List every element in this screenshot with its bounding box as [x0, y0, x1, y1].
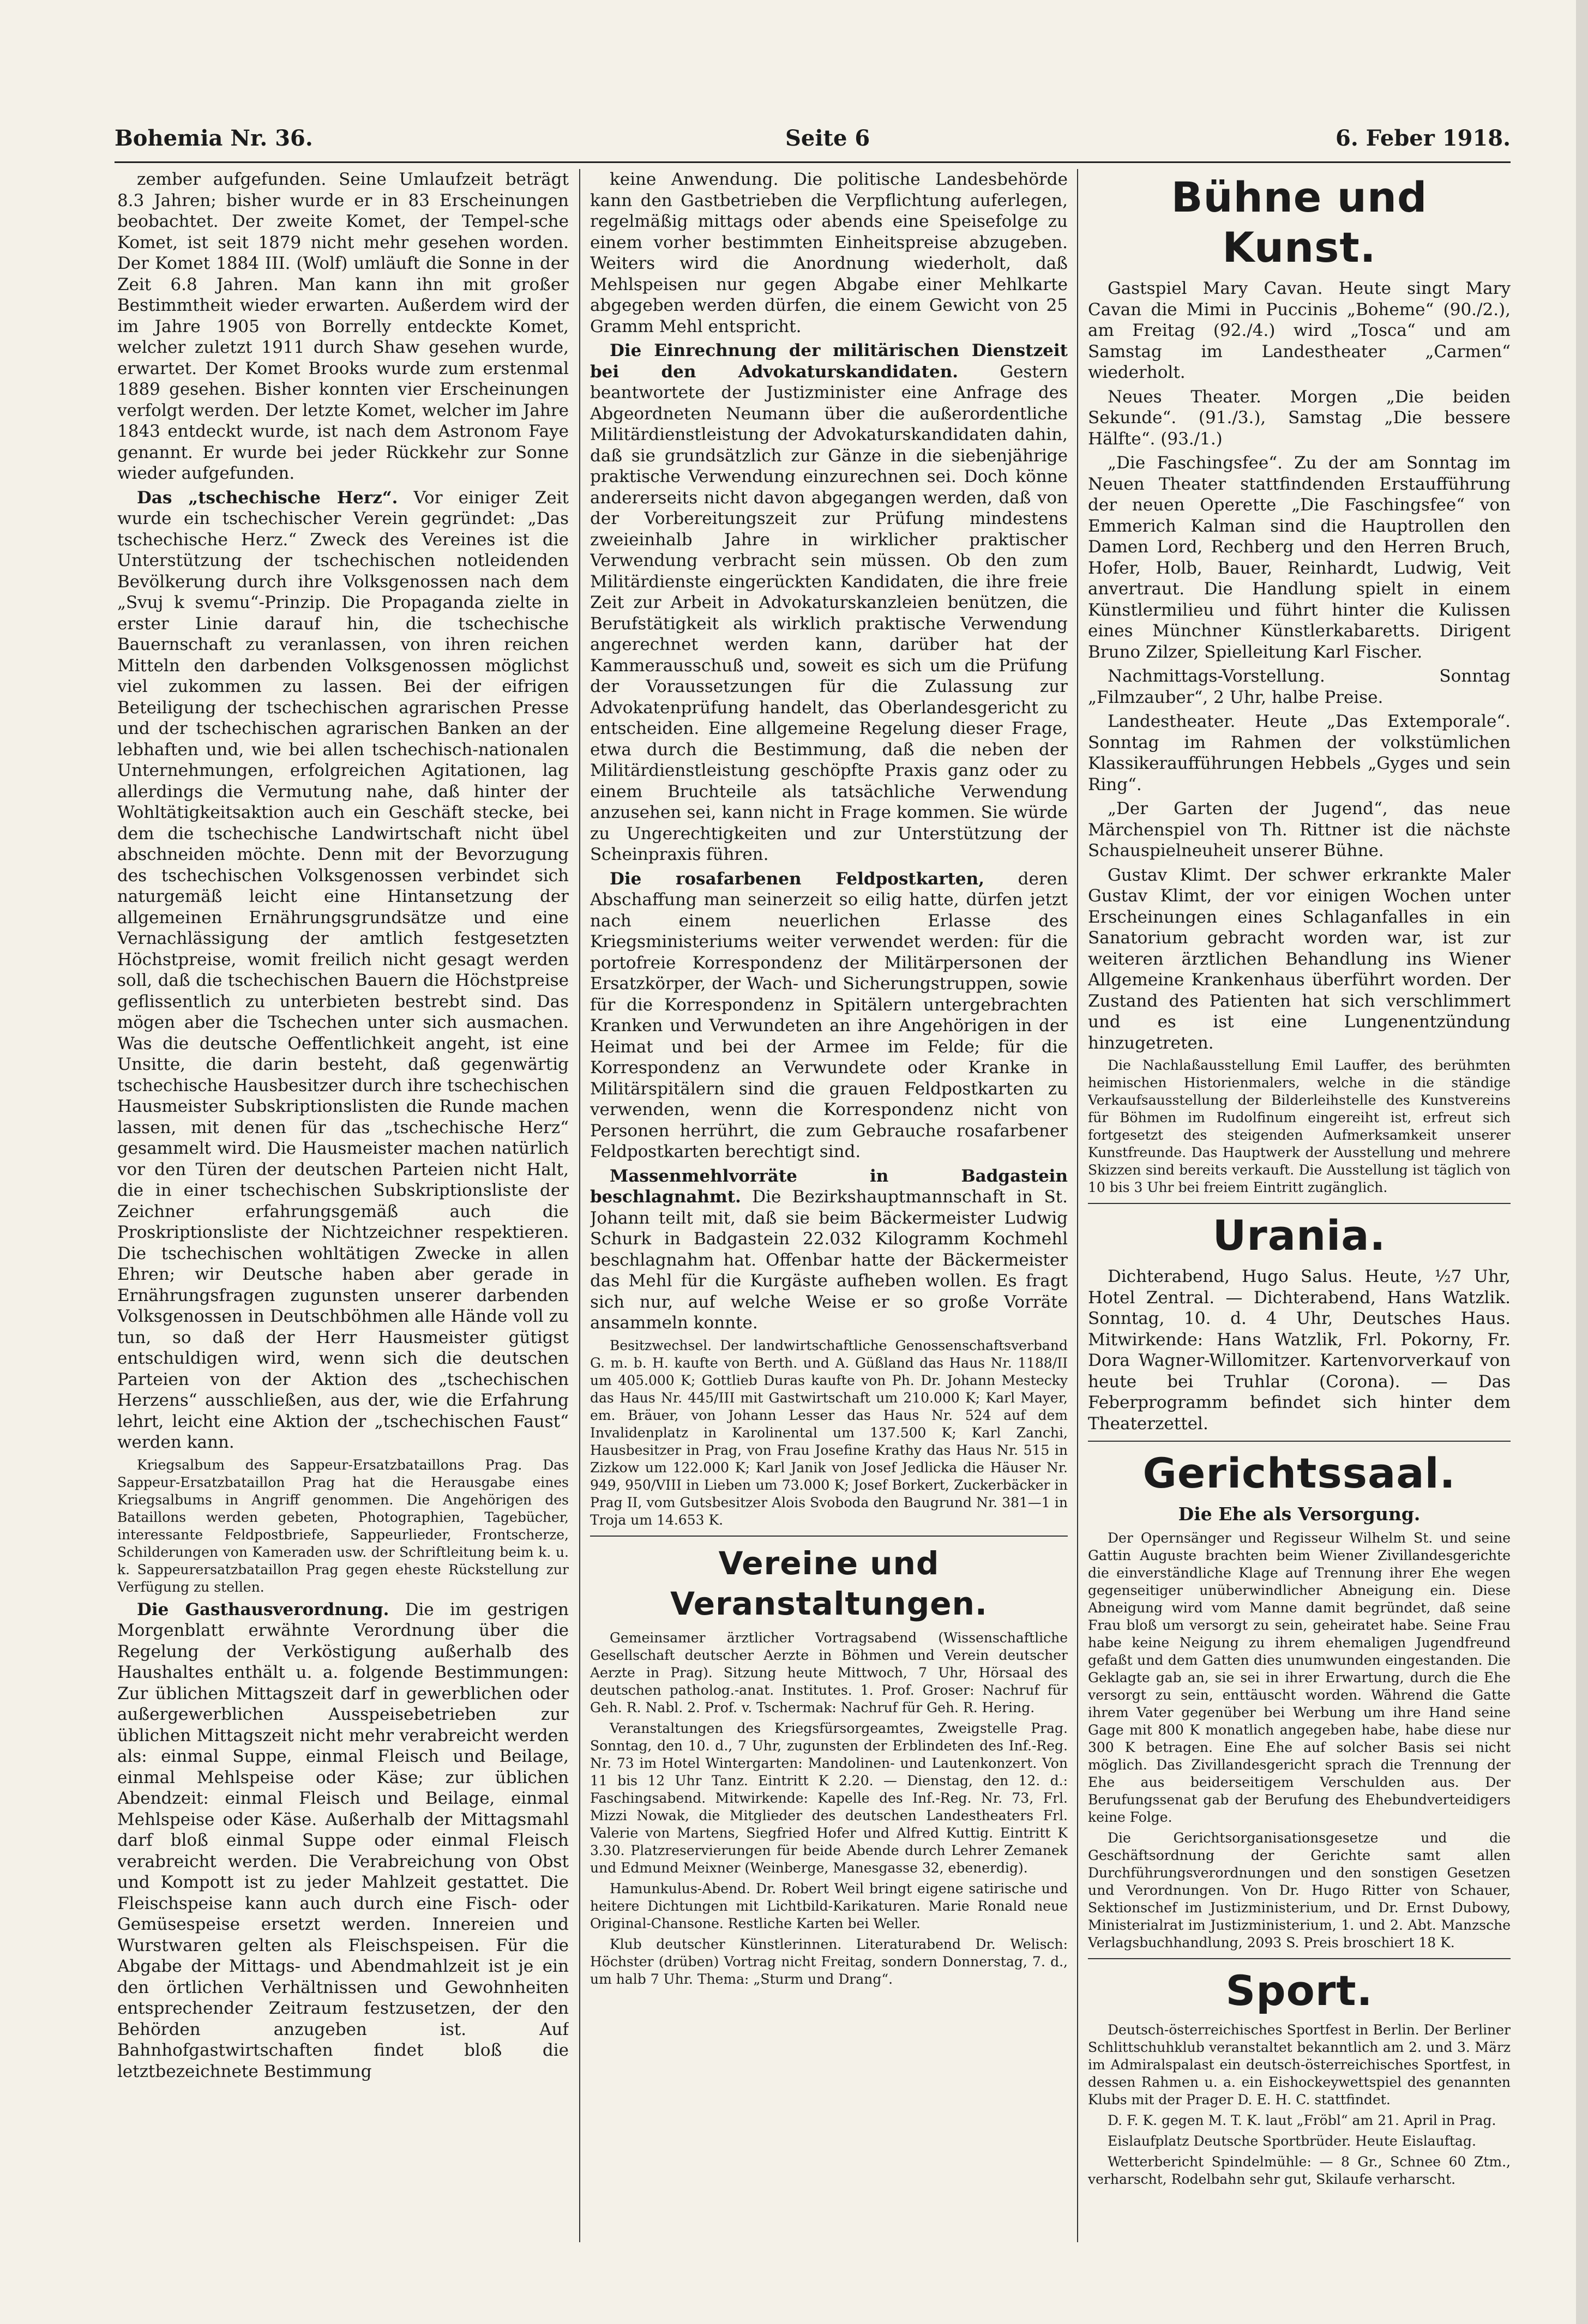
- issue-date: 6. Feber 1918.: [1335, 125, 1511, 151]
- column-1: [117, 169, 569, 2242]
- column-3: [1088, 169, 1511, 2242]
- gasthaus-article: [117, 1599, 569, 2082]
- column-divider: [579, 169, 580, 2242]
- nachmittag-note: Nachmittags-Vorstellung. Sonntag „Filmzauber“, 2 Uhr, halbe Preise.: [1088, 666, 1511, 707]
- article-heading: Die Gasthausverordnung.: [137, 1599, 389, 1619]
- article-heading: Das „tschechische Herz“.: [137, 487, 398, 508]
- badgastein-article: [590, 1166, 1068, 1334]
- article-body: deren Abschaffung man seinerzeit so eilig hatte, dürfen jetzt nach einem neuerlichen Erlasse des Kriegsministeriums weiter verwendet werden: für die portofreie Korrespondenz der Militärpersonen der Ersatzkörper, der Wach- und Sicherungstruppen, sowie für die Korrespondenz in Spitälern untergebrachten Kranken und Verwundeten an ihre Angehörigen in der Heimat und bei der Armee im Felde; für die Korrespondenz an Verwundete oder Kranke in Militärspitälern sind die grauen Feldpostkarten zu verwenden, wenn die Korrespondenz nicht von Personen herrührt, die zum Gebrauche rosafarbener Feldpostkarten berechtigt sind.: [590, 869, 1068, 1161]
- urania-note: Dichterabend, Hugo Salus. Heute, ½7 Uhr, Hotel Zentral. — Dichterabend, Hans Watzlik. Sonntag, 10. d. 4 Uhr, Deutsches Haus. Mitwirkende: Hans Watzlik, Frl. Pokorny, Fr. Dora Wagner-Willomitzer. Kartenvorverkauf von heute bei Truhlar (Corona). — Das Feberprogramm befindet sich hinter dem Theaterzettel.: [1088, 1267, 1511, 1434]
- ehe-article: Der Opernsänger und Regisseur Wilhelm St. und seine Gattin Auguste brachten beim Wiener Zivillandesgerichte die einverständliche Klage auf Trennung ihrer Ehe wegen gegenseitiger unüberwindlicher Abneigung ein. Diese Abneigung wird vom Manne damit begründet, daß seine Frau bloß um versorgt zu sein, geheiratet habe. Seine Frau habe keine Neigung zu ihrem ehemaligen Jugendfreund gefaßt und dem Gatten dies unumwunden eingestanden. Die Geklagte gab an, sie sei in ihrer Erwartung, durch die Ehe versorgt zu sein, enttäuscht worden. Während die Gatte ihrem Vater gegenüber bei Werbung um ihre Hand seine Gage mit 800 K monatlich angegeben habe, habe diese nur 300 K betragen. Eine Ehe auf solcher Basis sei nicht möglich. Das Zivillandesgericht sprach die Trennung der Ehe aus beiderseitigem Verschulden aus. Der Berufungssenat gab der Berufung des Ehebundverteidigers keine Folge.: [1088, 1530, 1511, 1825]
- sportfest-note: Deutsch-österreichisches Sportfest in Berlin. Der Berliner Schlittschuhklub veranstaltet bekanntlich am 2. und 3. März im Admiralspalast ein deutsch-österreichisches Sportfest, in dessen Rahmen u. a. ein Eishockeywettspiel des genannten Klubs mit der Prager D. E. H. C. stattfindet.: [1088, 2021, 1511, 2108]
- lauffer-note: Die Nachlaßausstellung Emil Lauffer, des berühmten heimischen Historienmalers, welche in die ständige Verkaufsausstellung der Bilderleihstelle des Kunstvereins für Böhmen im Rudolfinum eingereiht ist, erfreut sich fortgesetzt des steigenden Aufmerksamkeit unserer Kunstfreunde. Das Hauptwerk der Ausstellung und mehrere Skizzen sind bereits verkauft. Die Ausstellung ist täglich von 10 bis 3 Uhr bei freiem Eintritt zugänglich.: [1088, 1057, 1511, 1195]
- section-title-gerichtssaal: Gerichtssaal.: [1142, 1449, 1456, 1497]
- article-body: Gestern beantwortete der Justizminister eine Anfrage des Abgeordneten Neumann über die außerordentliche Militärdienstleistung der Advokaturskandidaten dahin, daß sie grundsätzlich zur Gänze in die siebenjährige praktische Verwendung einzurechnen sei. Doch könne andererseits nicht davon abgegangen werden, daß von der Vorbereitungszeit zur Prüfung mindestens zweieinhalb Jahre in wirklicher praktischer Verwendung verbracht sein müssen. Ob den zum Militärdienste eingerückten Kandidaten, die ihre freie Zeit zur Arbeit in Advokaturskanzleien benützen, die Berufstätigkeit als wirklich praktische Verwendung angerechnet werden kann, darüber hat der Kammerausschuß und, soweit es sich um die Prüfung der Voraussetzungen für die Zulassung zur Advokatenprüfung handelt, das Oberlandesgericht zu entscheiden. Eine allgemeine Regelung dieser Frage, etwa durch die Bestimmung, daß die neben der Militärdienstleistung geschöpfte Praxis ganz oder zu einem Bruchteile als tatsächliche Verwendung anzusehen sei, kann nicht in Frage kommen. Sie würde zu Ungerechtigkeiten und zur Unterstützung der Scheinpraxis führen.: [590, 362, 1068, 864]
- gerichtsorg-note: Die Gerichtsorganisationsgesetze und die Geschäftsordnung der Gerichte samt allen Durchführungsverordnungen und den sonstigen Gesetzen und Verordnungen. Von Dr. Hugo Ritter von Schauer, Sektionschef im Justizministerium, und Dr. Ernst Dubowy, Ministerialrat im Justizministerium, 1. und 2. Abt. Manzsche Verlagsbuchhandlung, 2093 S. Preis broschiert 18 K.: [1088, 1829, 1511, 1950]
- section-title-buehne: Bühne und Kunst.: [1171, 173, 1428, 272]
- neues-theater-note: Neues Theater. Morgen „Die beiden Sekunde“. (91./3.), Samstag „Die bessere Hälfte“. (93./1.): [1088, 387, 1511, 449]
- advokatur-article: [590, 340, 1068, 865]
- faschingsfee-note: „Die Faschingsfee“. Zu der am Sonntag im Neuen Theater stattfindenden Erstaufführung der neuen Operette „Die Faschingsfee“ von Emmerich Kalman sind die Hauptrollen den Damen Lord, Rechberg und den Herren Bruch, Hofer, Holb, Bauer, Reinhardt, Ludwig, Veit anvertraut. Die Handlung spielt in einem Künstlermilieu und führt hinter die Kulissen eines Münchner Künstlerkabaretts. Dirigent Bruno Zilzer, Spielleitung Karl Fischer.: [1088, 453, 1511, 662]
- section-title-sport: Sport.: [1225, 1966, 1373, 2015]
- section-title-urania: Urania.: [1212, 1211, 1386, 1260]
- article-heading: Die rosafarbenen Feldpostkarten,: [610, 869, 984, 889]
- hamunkulus-note: Hamunkulus-Abend. Dr. Robert Weil bringt eigene satirische und heitere Dichtungen mit Lichtbild-Karikaturen. Marie Ronald neue Original-Chansone. Restliche Karten bei Weller.: [590, 1880, 1068, 1931]
- landestheater-note: Landestheater. Heute „Das Extemporale“. Sonntag im Rahmen der volkstümlichen Klassikeraufführungen Hebbels „Gyges und sein Ring“.: [1088, 712, 1511, 794]
- wetter-note: Wetterbericht Spindelmühle: — 8 Gr., Schnee 60 Ztm., verharscht, Rodelbahn sehr gut, Skilaufe verharscht.: [1088, 2153, 1511, 2187]
- article-body: Die Bezirkshauptmannschaft in St. Johann teilt mit, daß sie beim Bäckermeister Ludwig Schurk in Badgastein 22.032 Kilogramm Kochmehl beschlagnahm hat. Offenbar hatte der Bäckermeister das Mehl für die Kurgäste aufheben wollen. Es fragt sich nur, auf welche Weise er so große Vorräte ansammeln konnte.: [590, 1187, 1068, 1333]
- comet-article: zember aufgefunden. Seine Umlaufzeit beträgt 8.3 Jahren; bisher wurde er in 83 Erscheinungen beobachtet. Der zweite Komet, der Tempel-sche Komet, ist seit 1879 nicht mehr gesehen worden. Der Komet 1884 III. (Wolf) umläuft die Sonne in der Zeit 6.8 Jahren. Man kann ihn mit großer Bestimmtheit wieder erwarten. Außerdem wird der im Jahre 1905 von Borrelly entdeckte Komet, welcher zuletzt 1911 durch Shaw gesehen wurde, erwartet. Der Komet Brooks wurde zum erstenmal 1889 gesehen. Bisher konnten vier Erscheinungen verfolgt werden. Der letzte Komet, welcher im Jahre 1843 entdeckt wurde, ist nach dem Astronom Faye genannt. Er wurde bei jeder Rückkehr zur Sonne wieder aufgefunden.: [117, 170, 569, 483]
- section-rule: [1088, 1958, 1511, 1959]
- vortragsabend-note: Gemeinsamer ärztlicher Vortragsabend (Wissenschaftliche Gesellschaft deutscher Aerzte in Böhmen und Verein deutscher Aerzte in Prag). Sitzung heute Mittwoch, 7 Uhr, Hörsaal des deutschen patholog.-anat. Institutes. 1. Prof. Groser: Nachruf für Geh. R. Nabl. 2. Prof. v. Tschermak: Nachruf für Geh. R. Hering.: [590, 1629, 1068, 1715]
- besitzwechsel-note: Besitzwechsel. Der landwirtschaftliche Genossenschaftsverband G. m. b. H. kaufte von Berth. und A. Güßland das Haus Nr. 1188/II um 405.000 K; Gottlieb Duras kaufte von Ph. Dr. Johann Mestecky das Haus Nr. 445/III mit Gastwirtschaft um 210.000 K; Karl Mayer, em. Bräuer, von Johann Lesser das Haus Nr. 524 auf dem Invalidenplatz in Karolinental um 137.500 K; Karl Zanchi, Hausbesitzer in Prag, von Frau Josefine Krathy das Haus Nr. 515 in Zizkow um 122.000 K; Karl Janik von Josef Jedlicka die Häuser Nr. 949, 950/VIII in Lieben um 73.000 K; Josef Borkert, Zuckerbäcker in Prag II, vom Gutsbesitzer Alois Svoboda den Baugrund Nr. 381—1 in Troja um 14.653 K.: [590, 1337, 1068, 1528]
- header-rule: [115, 161, 1511, 163]
- feldpost-article: [590, 869, 1068, 1163]
- article-heading: Massenmehlvorräte in Badgastein beschlagnahmt.: [590, 1166, 1068, 1207]
- paper-name: Bohemia Nr. 36.: [115, 125, 313, 151]
- page-number: Seite 6: [785, 125, 870, 151]
- kuenstlerinnen-note: Klub deutscher Künstlerinnen. Literaturabend Dr. Welisch: Höchster (drüben) Vortrag nicht Freitag, sondern Donnerstag, 7. d., um halb 7 Uhr. Thema: „Sturm und Drang“.: [590, 1936, 1068, 1987]
- column-divider: [1077, 169, 1078, 2242]
- section-rule: [590, 1536, 1068, 1537]
- kriegsfuersorge-note: Veranstaltungen des Kriegsfürsorgeamtes, Zweigstelle Prag. Sonntag, den 10. d., 7 Uhr, zugunsten der Erblindeten des Inf.-Reg. Nr. 73 im Hotel Wintergarten: Mandolinen- und Lautenkonzert. Von 11 bis 12 Uhr Tanz. Eintritt K 2.20. — Dienstag, den 12. d.: Faschingsabend. Mitwirkende: Kapelle des Inf.-Reg. Nr. 73, Frl. Mizzi Nowak, die Mitglieder des deutschen Landestheaters Frl. Valerie von Martens, Siegfried Hofer und Alfred Kuttig. Eintritt K 3.30. Platzreservierungen für beide Abende durch Lehrer Zemanek und Edmund Meixner (Weinberge, Manesgasse 32, ebenerdig).: [590, 1720, 1068, 1876]
- article-subtitle: Die Ehe als Versorgung.: [1178, 1503, 1421, 1525]
- article-heading: Die Einrechnung der militärischen Dienstzeit bei den Advokaturskandidaten.: [590, 341, 1068, 382]
- page-edge: [1576, 0, 1588, 2324]
- section-rule: [1088, 1441, 1511, 1442]
- dfk-note: D. F. K. gegen M. T. K. laut „Fröbl“ am 21. April in Prag.: [1108, 2112, 1496, 2128]
- eislauf-note: Eislaufplatz Deutsche Sportbrüder. Heute Eislauftag.: [1108, 2133, 1476, 2149]
- section-rule: [1088, 1203, 1511, 1204]
- section-title-vereine: Vereine und Veranstaltungen.: [670, 1544, 988, 1622]
- garten-jugend-note: „Der Garten der Jugend“, das neue Märchenspiel von Th. Rittner ist die nächste Schauspielneuheit unserer Bühne.: [1088, 799, 1511, 860]
- page-header: [115, 125, 1511, 158]
- article-body: Vor einiger Zeit wurde ein tschechischer Verein gegründet: „Das tschechische Herz.“ Zweck des Vereines ist die Unterstützung der tschechischen notleidenden Bevölkerung durch ihre Volksgenossen nach dem „Svuj k svemu“-Prinzip. Die Propaganda zielte in erster Linie darauf hin, die tschechische Bauernschaft zu veranlassen, von ihren reichen Mitteln den darbenden Volksgenossen möglichst viel zukommen zu lassen. Bei der eifrigen Beteiligung der tschechischen agrarischen Presse und der tschechischen agrarischen Banken an der lebhaften und, wie bei allen tschechisch-nationalen Unternehmungen, erfolgreichen Agitationen, lag allerdings die Vermutung nahe, daß hinter der Wohltätigkeitsaktion auch ein Geschäft stecke, bei dem die tschechische Landwirtschaft nicht übel abschneiden möchte. Denn mit der Bevorzugung des tschechischen Volksgenossen verbindet sich naturgemäß leicht eine Hintansetzung der allgemeinen Ernährungsgrundsätze und eine Vernachlässigung der amtlich festgesetzten Höchstpreise, womit freilich nicht gesagt werden soll, daß die tschechischen Bauern die Höchstpreise geflissentlich zu unterbieten bestrebt sind. Das mögen aber die Tschechen unter sich ausmachen. Was die deutsche Oeffentlichkeit angeht, ist eine Unsitte, die darin besteht, daß gegenwärtig tschechische Hausbesitzer durch ihre tschechischen Hausmeister Subskriptionslisten die Runde machen lassen, mit denen für das „tschechische Herz“ gesammelt wird. Die Hausmeister machen natürlich vor den Türen der deutschen Parteien nicht Halt, die in einer tschechischen Subskriptionsliste der Zeichner erfahrungsgemäß auch die Proskriptionsliste der Nichtzeichner respektieren. Die tschechischen wohltätigen Zwecke in allen Ehren; wir Deutsche haben aber gerade in Ernährungsfragen zugunsten unserer darbenden Volksgenossen in Deutschböhmen alle Hände voll zu tun, so daß der Herr Hausmeister gütigst entschuldigen wird, wenn sich die deutschen Parteien von der Aktion des „tschechischen Herzens“ ausschließen, aus der, wie die Erfahrung lehrt, leicht eine Aktion der „tschechischen Faust“ werden kann.: [117, 487, 569, 1452]
- kriegsalbum-note: Kriegsalbum des Sappeur-Ersatzbataillons Prag. Das Sappeur-Ersatzbataillon Prag hat die Herausgabe eines Kriegsalbums in Angriff genommen. Die Angehörigen des Bataillons werden gebeten, Photographien, Tagebücher, interessante Feldpostbriefe, Sappeurlieder, Frontscherze, Schilderungen von Kameraden usw. der Schriftleitung beim k. u. k. Sappeurersatzbataillon Prag gegen eheste Rückstellung zur Verfügung zu stellen.: [117, 1456, 569, 1595]
- klimt-note: Gustav Klimt. Der schwer erkrankte Maler Gustav Klimt, der vor einigen Wochen unter Erscheinungen eines Schlaganfalles in ein Sanatorium gebracht worden war, ist zur weiteren ärztlichen Behandlung ins Wiener Allgemeine Krankenhaus überführt worden. Der Zustand des Patienten hat sich verschlimmert und es ist eine Lungenentzündung hinzugetreten.: [1088, 865, 1511, 1053]
- tschech-herz-article: [117, 487, 569, 1453]
- cavan-note: Gastspiel Mary Cavan. Heute singt Mary Cavan die Mimi in Puccinis „Boheme“ (90./2.), am Freitag (92./4.) wird „Tosca“ und am Samstag im Landestheater „Carmen“ wiederholt.: [1088, 279, 1511, 382]
- article-body: Die im gestrigen Morgenblatt erwähnte Verordnung über die Regelung der Verköstigung außerhalb des Haushaltes enthält u. a. folgende Bestimmungen: Zur üblichen Mittagszeit darf in gewerblichen oder außergewerblichen Ausspeisebetrieben zur üblichen Mittagszeit nicht mehr verabreicht werden als: einmal Suppe, einmal Fleisch und Beilage, einmal Mehlspeise oder Käse; zur üblichen Abendzeit: einmal Fleisch und Beilage, einmal Mehlspeise oder Käse. Außerhalb der Mittagsmahl darf bloß einmal Suppe oder einmal Fleisch verabreicht werden. Die Verabreichung von Obst und Kompott ist zu jeder Mahlzeit gestattet. Die Fleischspeise kann auch durch eine Fisch- oder Gemüsespeise ersetzt werden. Innereien und Wurstwaren gelten als Fleischspeisen. Für die Abgabe der Mittags- und Abendmahlzeit ist je ein den örtlichen Verhältnissen und Gewohnheiten entsprechender Zeitraum festzusetzen, der den Behörden anzugeben ist. Auf Bahnhofgastwirtschaften findet bloß die letztbezeichnete Bestimmung: [117, 1599, 569, 2081]
- column-2: [590, 169, 1068, 2242]
- gasthaus-continued: keine Anwendung. Die politische Landesbehörde kann den Gastbetrieben die Verpflichtung auferlegen, regelmäßig mittags oder abends eine Speisefolge zu einem vorher bestimmten Einheitspreise abzugeben. Weiters wird die Anordnung wiederholt, daß Mehlspeisen nur gegen Abgabe einer Mehlkarte abgegeben werden dürfen, die einem Gewicht von 25 Gramm Mehl entspricht.: [590, 170, 1068, 336]
